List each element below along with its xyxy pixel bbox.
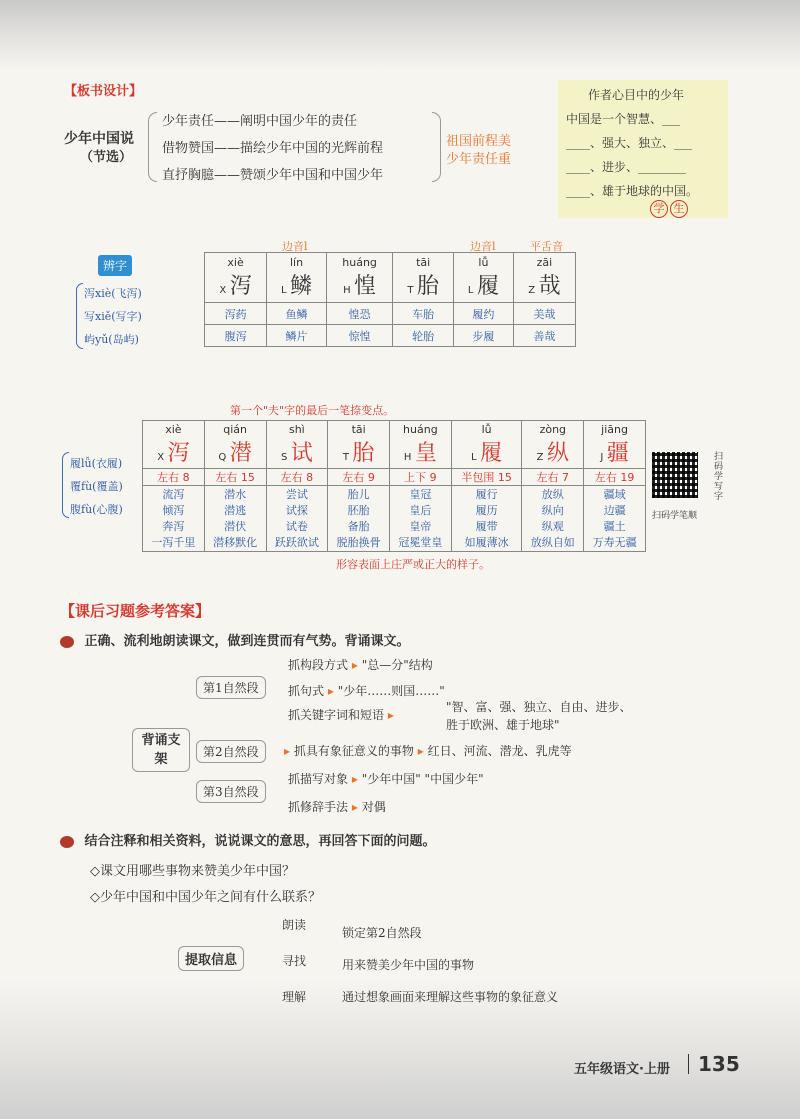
t2-words: 胎儿 胚胎 备胎 脱胎换骨 xyxy=(328,486,390,552)
blackboard-title: 少年中国说 xyxy=(64,131,134,147)
p1-val-3b: 胜于欧洲、雄于地球" xyxy=(446,718,560,732)
question-2-text: 结合注释和相关资料，说说课文的意思，再回答下面的问题。 xyxy=(84,834,436,849)
t1-word: 车胎 xyxy=(393,303,454,325)
blackboard-line-2: 借物赞国——描绘少年中国的光辉前程 xyxy=(162,141,384,156)
t1-word: 鱼鳞 xyxy=(267,303,327,325)
question-2-sub-2: ◇少年中国和中国少年之间有什么联系？ xyxy=(90,890,321,905)
t2-cell: tāi T 胎 xyxy=(328,421,390,469)
t2-cell: shì S 试 xyxy=(266,421,328,469)
answers-tag: 【课后习题参考答案】 xyxy=(60,602,211,620)
t1-cell: zāi Z 哉 xyxy=(513,253,575,303)
t2-struct: 左右 7 xyxy=(522,469,584,486)
t2-words: 尝试 试探 试卷 跃跃欲试 xyxy=(266,486,328,552)
t2-note-3: 腹fù(心腹) xyxy=(70,503,123,516)
t2-struct: 左右 19 xyxy=(584,469,646,486)
t1-cell: xiè X 泻 xyxy=(205,253,267,303)
bullet-icon xyxy=(60,836,74,848)
note-line-5: ____、雄于地球的中国。 xyxy=(566,184,699,198)
t2-struct: 左右 9 xyxy=(328,469,390,486)
t1-note-1: 泻xiè(飞泻) xyxy=(84,287,142,300)
t1-word: 惶恐 xyxy=(326,303,392,325)
blackboard-line-3: 直抒胸臆——赞颂少年中国和中国少年 xyxy=(162,168,384,183)
step-val-1: 锁定第2自然段 xyxy=(342,926,422,940)
t1-word: 善哉 xyxy=(513,325,575,347)
step-val-2: 用来赞美少年中国的事物 xyxy=(342,958,475,972)
question-1 xyxy=(60,630,410,649)
table2 xyxy=(142,420,646,552)
book-title: 五年级语文·上册 xyxy=(574,1062,670,1077)
p1-item-1: 抓构段方式 ▸ "总—分"结构 xyxy=(288,658,433,672)
t1-word: 履约 xyxy=(454,303,514,325)
stamp-1: 学 xyxy=(650,200,668,218)
t2-cell: huáng H 皇 xyxy=(390,421,452,469)
t1-cell: tāi T 胎 xyxy=(393,253,454,303)
blackboard-right-2: 少年责任重 xyxy=(446,152,512,167)
step-1: 朗读 xyxy=(282,918,307,932)
note-line-2: 中国是一个智慧、___ xyxy=(566,112,681,126)
note-box xyxy=(558,80,728,218)
left-brace xyxy=(148,112,157,182)
t2-words: 流泻 倾泻 奔泻 一泻千里 xyxy=(143,486,205,552)
question-2-sub-1: ◇课文用哪些事物来赞美少年中国？ xyxy=(90,864,295,879)
question-2 xyxy=(60,830,436,849)
p2-item: ▸ 抓具有象征意义的事物 ▸ 红日、河流、潜龙、乳虎等 xyxy=(284,744,572,758)
page-number: 135 xyxy=(698,1052,740,1076)
t2-words: 潜水 潜逃 潜伏 潜移默化 xyxy=(204,486,266,552)
t1-word: 轮胎 xyxy=(393,325,454,347)
t2-bottom-note: 形容表面上庄严或正大的样子。 xyxy=(336,558,490,571)
t2-brace xyxy=(62,452,69,518)
right-brace xyxy=(432,112,441,182)
t1-top-note-3: 平舌音 xyxy=(530,240,563,253)
step-val-3: 通过想象画面来理解这些事物的象征意义 xyxy=(342,990,559,1004)
t1-word: 步履 xyxy=(454,325,514,347)
top-background xyxy=(0,0,800,70)
t2-cell: jiāng J 疆 xyxy=(584,421,646,469)
note-line-4: ____、进步、________ xyxy=(566,160,687,174)
para-2: 第2自然段 xyxy=(196,740,266,763)
t2-cell: lǚ L 履 xyxy=(451,421,522,469)
t1-note-2: 写xiě(写字) xyxy=(84,310,142,323)
t2-struct: 左右 8 xyxy=(266,469,328,486)
t2-top-note: 第一个"夫"字的最后一笔捺变点。 xyxy=(230,404,395,417)
p3-item-2: 抓修辞手法 ▸ 对偶 xyxy=(288,800,386,814)
para-1: 第1自然段 xyxy=(196,676,266,699)
distinguish-badge: 辨字 xyxy=(98,255,132,276)
blackboard-tag: 【板书设计】 xyxy=(64,84,143,99)
t2-struct: 左右 15 xyxy=(204,469,266,486)
stamp-2: 生 xyxy=(670,200,688,218)
table1 xyxy=(204,252,576,347)
t2-note-2: 覆fù(覆盖) xyxy=(70,480,123,493)
t2-cell: xiè X 泻 xyxy=(143,421,205,469)
t1-word: 鳞片 xyxy=(267,325,327,347)
t2-note-1: 履lǚ(衣履) xyxy=(70,457,123,470)
para-3: 第3自然段 xyxy=(196,780,266,803)
blackboard-right-1: 祖国前程美 xyxy=(446,134,512,149)
t2-words: 皇冠 皇后 皇帝 冠冕堂皇 xyxy=(390,486,452,552)
extract-label: 提取信息 xyxy=(178,946,244,971)
p1-val-3a: "智、富、强、独立、自由、进步、 xyxy=(446,700,632,714)
t2-words: 履行 履历 履带 如履薄冰 xyxy=(451,486,522,552)
p1-item-2: 抓句式 ▸ "少年……则国……" xyxy=(288,684,445,698)
qr-label-1: 扫码学写字 xyxy=(714,452,724,502)
qr-code[interactable] xyxy=(652,452,698,498)
frame-label: 背诵支架 xyxy=(132,728,190,772)
footer-divider xyxy=(688,1054,689,1074)
t2-struct: 左右 8 xyxy=(143,469,205,486)
t2-cell: qián Q 潜 xyxy=(204,421,266,469)
t1-top-note-1: 边音l xyxy=(282,240,308,253)
note-line-3: ____、强大、独立、___ xyxy=(566,136,693,150)
blackboard-line-1: 少年责任——阐明中国少年的责任 xyxy=(162,114,358,129)
blackboard-subtitle: （节选） xyxy=(80,150,133,165)
bullet-icon xyxy=(60,636,74,648)
t1-word: 泻药 xyxy=(205,303,267,325)
step-2: 寻找 xyxy=(282,954,307,968)
step-3: 理解 xyxy=(282,990,307,1004)
qr-label-2: 扫码学笔顺 xyxy=(652,511,698,521)
note-line-1: 作者心目中的少年 xyxy=(588,88,685,102)
t1-word: 惊惶 xyxy=(326,325,392,347)
t2-words: 疆域 边疆 疆土 万寿无疆 xyxy=(584,486,646,552)
t2-struct: 上下 9 xyxy=(390,469,452,486)
t2-struct: 半包围 15 xyxy=(451,469,522,486)
t2-words: 放纵 纵向 纵观 放纵自如 xyxy=(522,486,584,552)
t1-brace xyxy=(76,283,83,349)
t1-note-3: 屿yǔ(岛屿) xyxy=(84,333,139,346)
t1-top-note-2: 边音l xyxy=(470,240,496,253)
question-1-text: 正确、流利地朗读课文，做到连贯而有气势。背诵课文。 xyxy=(84,634,410,649)
t1-word: 美哉 xyxy=(513,303,575,325)
t1-cell: lǚ L 履 xyxy=(454,253,514,303)
t2-cell: zòng Z 纵 xyxy=(522,421,584,469)
p1-item-3: 抓关键字词和短语 ▸ xyxy=(288,708,394,722)
t1-word: 腹泻 xyxy=(205,325,267,347)
p3-item-1: 抓描写对象 ▸ "少年中国" "中国少年" xyxy=(288,772,484,786)
t1-cell: huáng H 惶 xyxy=(326,253,392,303)
t1-cell: lín L 鳞 xyxy=(267,253,327,303)
